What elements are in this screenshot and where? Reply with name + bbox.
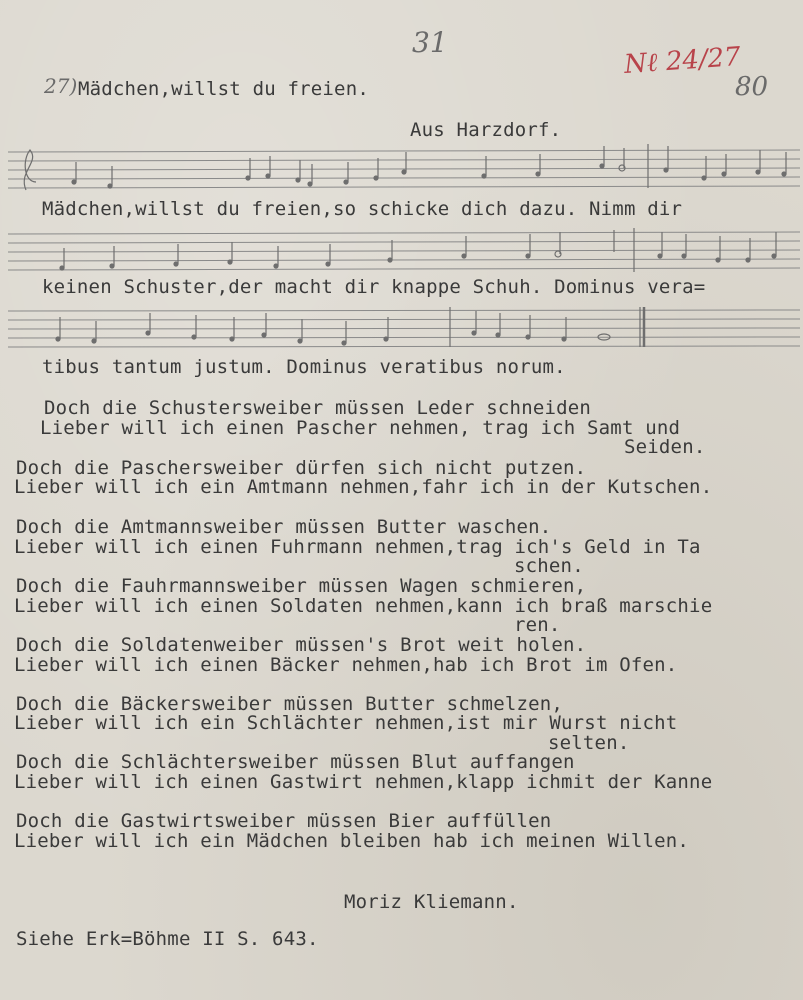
song-title: Mädchen,willst du freien. [78, 78, 369, 100]
stanza-4-continuation: ren. [514, 614, 561, 636]
song-origin: Aus Harzdorf. [410, 119, 562, 141]
verse1-line-3: tibus tantum justum. Dominus veratibus norum. [42, 356, 566, 378]
music-staff-2 [0, 226, 803, 276]
stanza-6-continuation: selten. [548, 732, 630, 754]
stanza-6-line-2: Lieber will ich ein Schlächter nehmen,ist mir Wurst nicht [14, 712, 678, 734]
music-staff-3 [0, 303, 803, 353]
stanza-3-line-2: Lieber will ich einen Fuhrmann nehmen,trag ich's Geld in Ta [14, 536, 701, 558]
signature: Moriz Kliemann. [344, 891, 519, 913]
stanza-2-line-1: Doch die Paschersweiber dürfen sich nicht putzen. [16, 457, 587, 479]
stanza-1-continuation: Seiden. [624, 436, 706, 458]
stanza-1-line-2: Lieber will ich einen Pascher nehmen, trag ich Samt und [40, 417, 681, 439]
stanza-7-line-2: Lieber will ich einen Gastwirt nehmen,klapp ichmit der Kanne [14, 771, 713, 793]
music-staff-1 [0, 142, 803, 192]
stanza-7-line-1: Doch die Schlächtersweiber müssen Blut auffangen [16, 751, 575, 773]
reference: Siehe Erk=Böhme II S. 643. [16, 928, 319, 950]
stanza-4-line-2: Lieber will ich einen Soldaten nehmen,kann ich braß marschie [14, 595, 713, 617]
stanza-1-line-1: Doch die Schustersweiber müssen Leder schneiden [44, 397, 592, 419]
stanza-8-line-1: Doch die Gastwirtsweiber müssen Bier auffüllen [16, 810, 552, 832]
item-number-annotation: 27) [44, 74, 78, 98]
stanza-3-continuation: schen. [514, 555, 584, 577]
stanza-4-line-1: Doch die Fauhrmannsweiber müssen Wagen schmieren, [16, 575, 587, 597]
verse1-line-1: Mädchen,willst du freien,so schicke dich dazu. Nimm dir [42, 198, 683, 220]
stanza-3-line-1: Doch die Amtmannsweiber müssen Butter waschen. [16, 516, 552, 538]
stanza-6-line-1: Doch die Bäckersweiber müssen Butter schmelzen, [16, 693, 564, 715]
stanza-5-line-2: Lieber will ich einen Bäcker nehmen,hab ich Brot im Ofen. [14, 654, 678, 676]
stanza-8-line-2: Lieber will ich ein Mädchen bleiben hab ich meinen Willen. [14, 830, 690, 852]
archive-number-annotation: Nℓ 24/27 [623, 41, 742, 81]
page-number-annotation: 31 [412, 26, 448, 59]
stanza-2-line-2: Lieber will ich ein Amtmann nehmen,fahr ich in der Kutschen. [14, 476, 713, 498]
pencil-number-annotation: 80 [735, 72, 769, 102]
stanza-5-line-1: Doch die Soldatenweiber müssen's Brot weit holen. [16, 634, 587, 656]
verse1-line-2: keinen Schuster,der macht dir knappe Schuh. Dominus vera= [42, 276, 706, 298]
